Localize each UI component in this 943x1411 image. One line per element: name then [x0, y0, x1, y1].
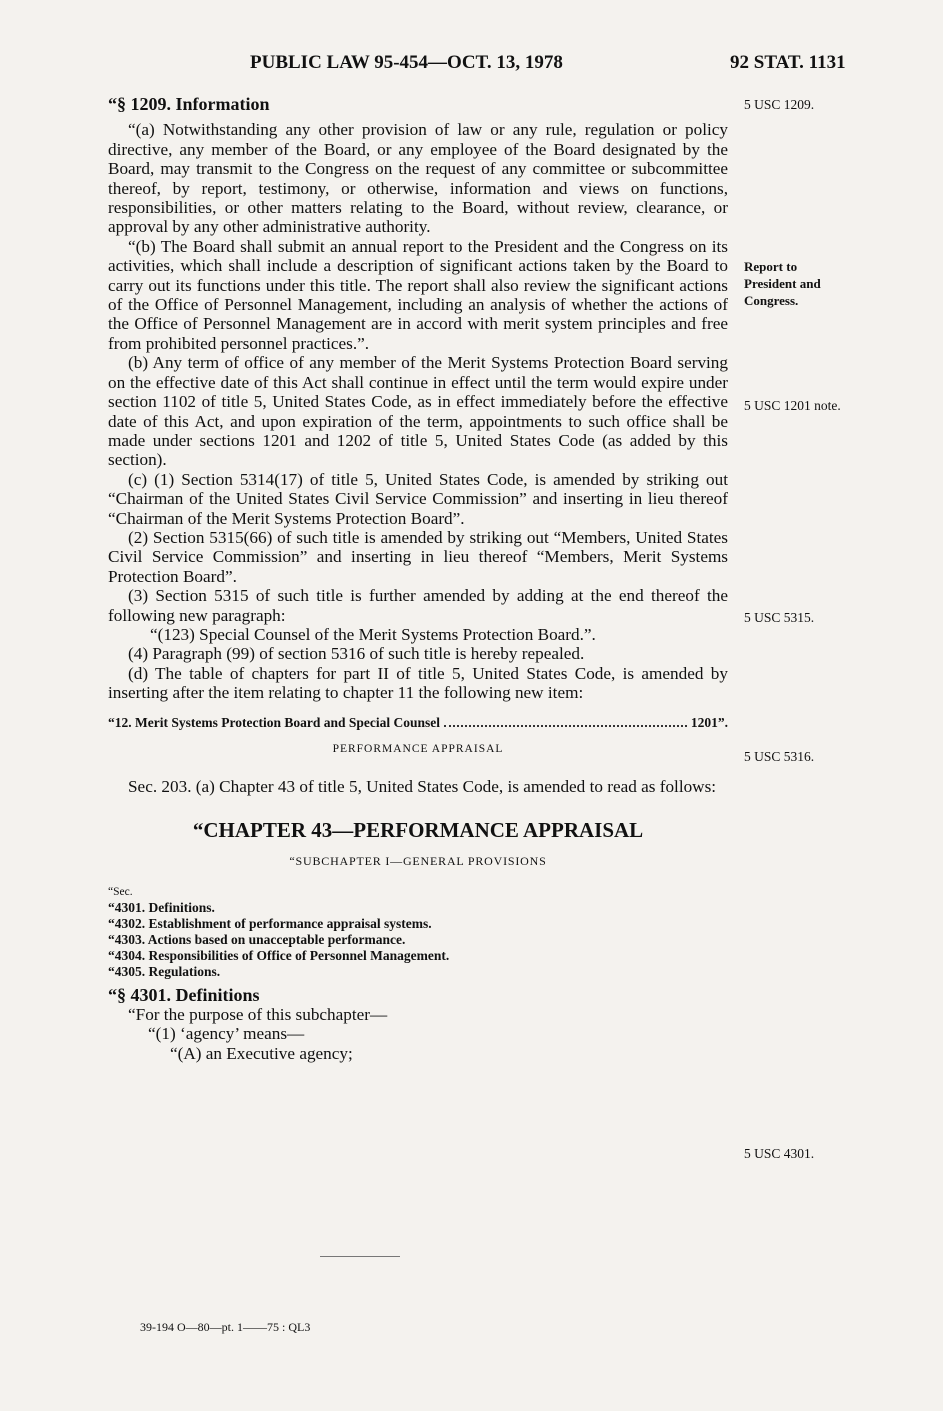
toc-item-title: “12. Merit Systems Protection Board and Special Counsel	[108, 714, 440, 730]
paragraph: (d) The table of chapters for part II of title 5, United States Code, is amended by inserting after the item relating to chapter 11 the following new item:	[108, 663, 728, 703]
paragraph: “(b) The Board shall submit an annual report to the President and the Congress on its activities, which shall include a description of significant actions taken by the Board to carry out its functions under this title. The report shall also review the significant actions of the Office of Personnel Management, including an analysis of whether the actions of the Office of Personnel Management are in accord with merit system principles and free from prohibited personnel practices.”.	[108, 236, 728, 353]
section-heading: “§ 4301. Definitions	[108, 984, 260, 1005]
margin-note-report	[744, 258, 934, 309]
definition-item: “(1) ‘agency’ means—	[148, 1024, 305, 1044]
paragraph: (c) (1) Section 5314(17) of title 5, United States Code, is amended by striking out “Chairman of the United States Civil Service Commission” and inserting in lieu thereof “Chairman of the Merit Systems Protection Board”.	[108, 469, 728, 528]
paragraph: (b) Any term of office of any member of the Merit Systems Protection Board serving on the effective date of this Act shall continue in effect until the term would expire under section 1102 of title 5, United States Code, as in effect immediately before the effective date of this Act, and upon expiration of the term, appointments to such office shall be made under sections 1201 and 1202 of title 5, United States Code (as added by this section).	[108, 353, 728, 470]
section-list-item: “4303. Actions based on unacceptable performance.	[108, 931, 406, 947]
printer-footer: 39-194 O—80—pt. 1——75 : QL3	[140, 1320, 311, 1334]
section-heading: “§ 1209. Information	[108, 94, 270, 114]
paragraph: “(a) Notwithstanding any other provision of law or any rule, regulation or policy directive, any member of the Board, or any employee of the Board designated by the Board, may transmit to the Congress on the request of any committee or subcommittee thereof, by report, testimony, or otherwise, information and views on functions, responsibilities, or other matters relating to the Board, without review, clearance, or approval by any other administrative authority.	[108, 120, 728, 237]
chapter-heading: “CHAPTER 43—PERFORMANCE APPRAISAL	[192, 817, 644, 842]
page-divider	[320, 1256, 400, 1257]
section-list-label: “Sec.	[108, 885, 133, 898]
quoted-paragraph: “(123) Special Counsel of the Merit Systems Protection Board.”.	[150, 624, 596, 644]
subchapter-heading: “SUBCHAPTER I—GENERAL PROVISIONS	[289, 854, 547, 869]
subheading-performance-appraisal: PERFORMANCE APPRAISAL	[332, 743, 504, 755]
section-list-item: “4301. Definitions.	[108, 899, 215, 915]
section-list-item: “4302. Establishment of performance appraisal systems.	[108, 915, 432, 931]
definition-subitem: “(A) an Executive agency;	[170, 1043, 353, 1063]
dot-leader	[444, 713, 687, 727]
section-list-item: “4305. Regulations.	[108, 963, 221, 979]
paragraph: (4) Paragraph (99) of section 5316 of such title is hereby repealed.	[128, 644, 585, 664]
paragraph: (3) Section 5315 of such title is further amended by adding at the end thereof the following new paragraph:	[108, 586, 728, 625]
section-list-item: “4304. Responsibilities of Office of Personnel Management.	[108, 947, 450, 963]
margin-note-citation: 5 USC 5315.	[744, 610, 815, 625]
table-of-chapters-item	[108, 713, 728, 732]
margin-note-citation: 5 USC 1209.	[744, 97, 815, 112]
paragraph: Sec. 203. (a) Chapter 43 of title 5, United States Code, is amended to read as follows:	[128, 777, 717, 797]
margin-note-citation: 5 USC 1201 note.	[744, 398, 841, 413]
page-citation: 92 STAT. 1131	[730, 52, 846, 73]
margin-note-line: President and	[744, 276, 821, 291]
toc-item-number: 1201”.	[690, 714, 728, 730]
paragraph: (2) Section 5315(66) of such title is amended by striking out “Members, United States Civil Service Commission” and inserting in lieu thereof “Members, Merit Systems Protection Board”.	[108, 527, 728, 586]
definition-intro: “For the purpose of this subchapter—	[128, 1005, 388, 1025]
margin-note-citation: 5 USC 5316.	[744, 749, 815, 764]
margin-note-line: Report to	[744, 259, 798, 274]
section-list	[108, 884, 728, 980]
margin-note-citation: 5 USC 4301.	[744, 1146, 815, 1161]
margin-note-line: Congress.	[744, 293, 799, 308]
running-header-title: PUBLIC LAW 95-454—OCT. 13, 1978	[250, 52, 563, 73]
statute-body	[108, 95, 728, 1063]
